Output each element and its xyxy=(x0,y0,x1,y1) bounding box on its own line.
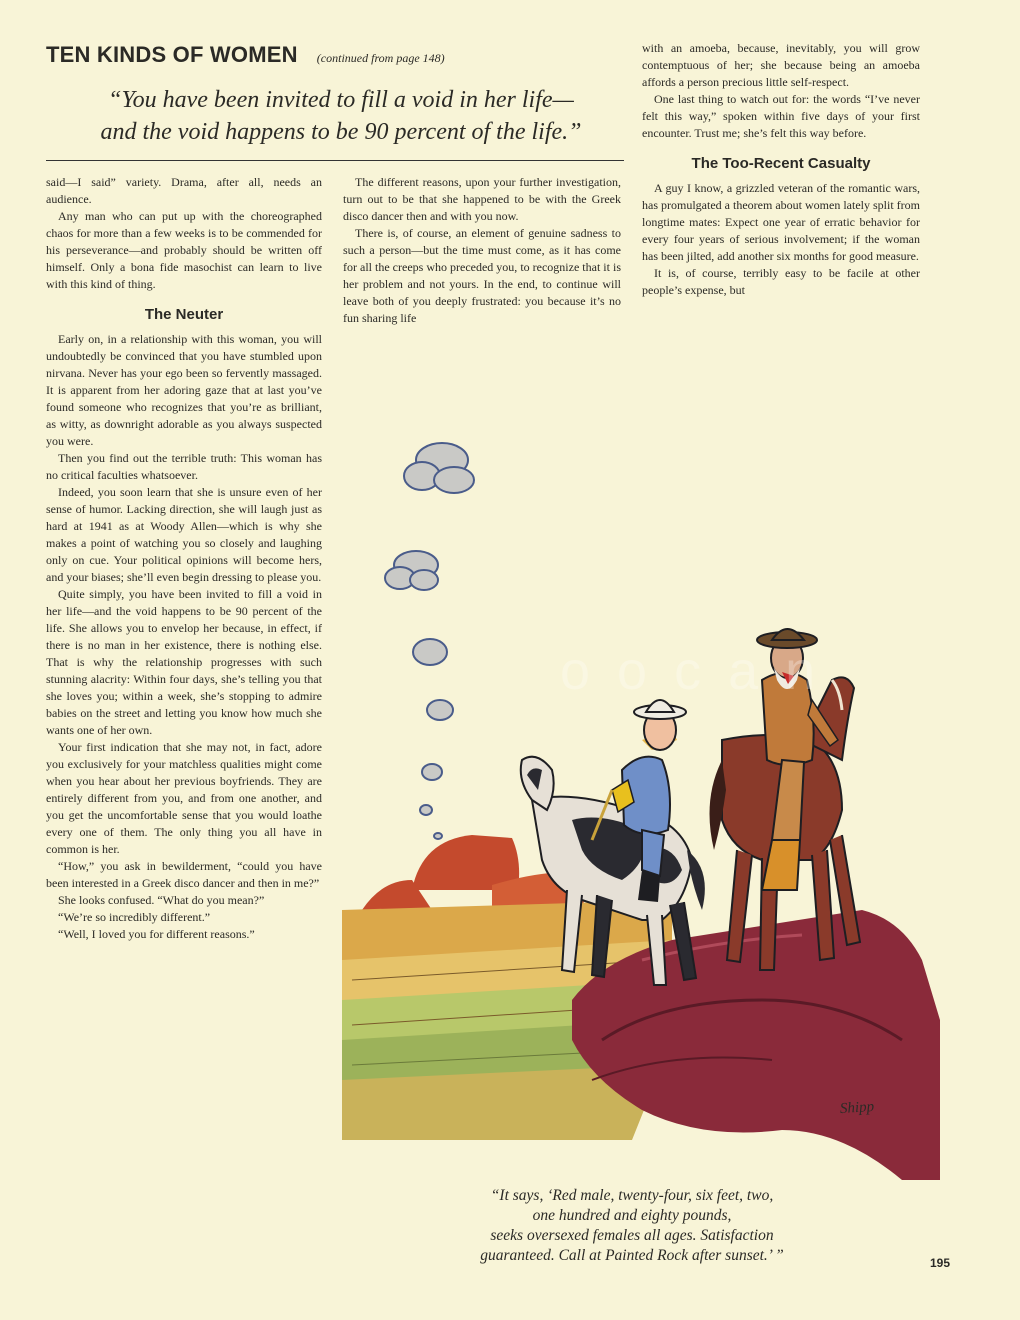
watermark: o o c a n xyxy=(560,641,822,701)
divider-rule xyxy=(46,160,624,161)
painted-rock-icon xyxy=(412,835,519,890)
subhead-too-recent-casualty: The Too-Recent Casualty xyxy=(691,155,871,172)
paragraph: Your first indication that she may not, in fact, adore you exclusively for your matchless qualities might come when you hear about her previous boyfriends. They are entirely different from you, and from one another, and you get the uncomfortable sense that you would loathe every one of them. The only thing you all have in common is her. xyxy=(46,740,322,856)
text-column-1 xyxy=(46,174,322,943)
text-column-3 xyxy=(642,40,920,299)
paragraph: A guy I know, a grizzled veteran of the romantic wars, has promulgated a theorem about women lately split from longtime mates: Expect one year of erratic behavior for every four years of serious involvement; if the woman has been jilted, add another six months for good measure. xyxy=(642,181,920,263)
paragraph: It is, of course, terribly easy to be facile at other people’s expense, but xyxy=(642,266,920,297)
caption-line-4: guaranteed. Call at Painted Rock after sunset.’ ” xyxy=(480,1247,784,1264)
text-column-2 xyxy=(343,174,621,327)
continued-note: (continued from page 148) xyxy=(316,51,445,65)
subhead-neuter: The Neuter xyxy=(144,306,224,323)
pull-quote xyxy=(46,84,636,148)
paragraph: Early on, in a relationship with this woman, you will undoubtedly be convinced that you have stumbled upon nirvana. Never has your ego been so fervently massaged. It is apparent from her adoring gaze that at last you’ve found someone who recognizes that you’re as brilliant, as witty, as downright adorable as you always suspected you were. xyxy=(46,332,322,448)
smoke-signals xyxy=(385,443,474,839)
paragraph: “How,” you ask in bewilderment, “could you have been interested in a Greek disco dancer and then in me?” xyxy=(46,859,322,890)
cartoon-illustration xyxy=(342,440,940,1180)
paragraph: She looks confused. “What do you mean?” xyxy=(58,893,265,907)
paragraph: Quite simply, you have been invited to fill a void in her life—and the void happens to be 90 percent of the life. She allows you to envelop her because, in effect, if there is no man in her existence, there is nothing else. That is why the relationship progresses with such stunning alacrity: Within four days, she’s telling you that she loves you; within a week, she’s stopping to admire babies on the street and letting you know how much she wants one of her own. xyxy=(46,587,322,737)
artist-signature: Shipp xyxy=(839,1098,875,1118)
article-header xyxy=(46,42,636,68)
smoke-puff-icon xyxy=(404,443,474,493)
smoke-puff-icon xyxy=(420,805,432,815)
paragraph: with an amoeba, because, inevitably, you will grow contemptuous of her; she because being an amoeba affords a person precious little self-respect. xyxy=(642,41,920,89)
paragraph: “We’re so incredibly different.” xyxy=(58,910,211,924)
paragraph: Then you find out the terrible truth: This woman has no critical faculties whatsoever. xyxy=(46,451,322,482)
pull-quote-line-2: and the void happens to be 90 percent of the life.” xyxy=(100,119,582,145)
paragraph: Any man who can put up with the choreographed chaos for more than a few weeks is to be commended for his perseverance—and probably should be written off himself. Only a bona fide masochist can learn to live with this kind of thing. xyxy=(46,209,322,291)
caption-line-2: one hundred and eighty pounds, xyxy=(532,1207,732,1224)
paragraph: said—I said” variety. Drama, after all, needs an audience. xyxy=(46,175,322,206)
page-number: 195 xyxy=(930,1256,951,1270)
smoke-puff-icon xyxy=(422,764,442,780)
paragraph: Indeed, you soon learn that she is unsure even of her sense of humor. Lacking direction, she will laugh just as hard at 1941 as at Woody Allen—which is why she makes a point of watching you so closely and laughing only on cue. Your political opinions will become hers, and your biases; she’ll even begin dressing to please you. xyxy=(46,485,322,584)
smoke-puff-icon xyxy=(434,833,442,839)
smoke-puff-icon xyxy=(385,551,438,590)
smoke-puff-icon xyxy=(427,700,453,720)
caption-line-1: “It says, ‘Red male, twenty-four, six feet, two, xyxy=(490,1187,774,1204)
caption-line-3: seeks oversexed females all ages. Satisfaction xyxy=(490,1227,774,1244)
paragraph: The different reasons, upon your further investigation, turn out to be that she happened to be with the Greek disco dancer then and with you now. xyxy=(343,175,621,223)
pull-quote-line-1: “You have been invited to fill a void in her life— xyxy=(108,87,574,113)
paragraph: “Well, I loved you for different reasons.” xyxy=(58,927,255,941)
article-title: TEN KINDS OF WOMEN xyxy=(46,42,298,67)
paragraph: One last thing to watch out for: the words “I’ve never felt this way,” spoken within five days of your first encounter. Trust me; she’s felt this way before. xyxy=(642,92,920,140)
paragraph: There is, of course, an element of genuine sadness to such a person—but the time must come, as it has come for all the creeps who preceded you, to recognize that it is her problem and not yours. In the end, to continue will leave both of you deeply frustrated: you because it’s no fun sharing life xyxy=(343,226,621,325)
cartoon-caption xyxy=(400,1186,864,1266)
smoke-puff-icon xyxy=(413,639,447,665)
